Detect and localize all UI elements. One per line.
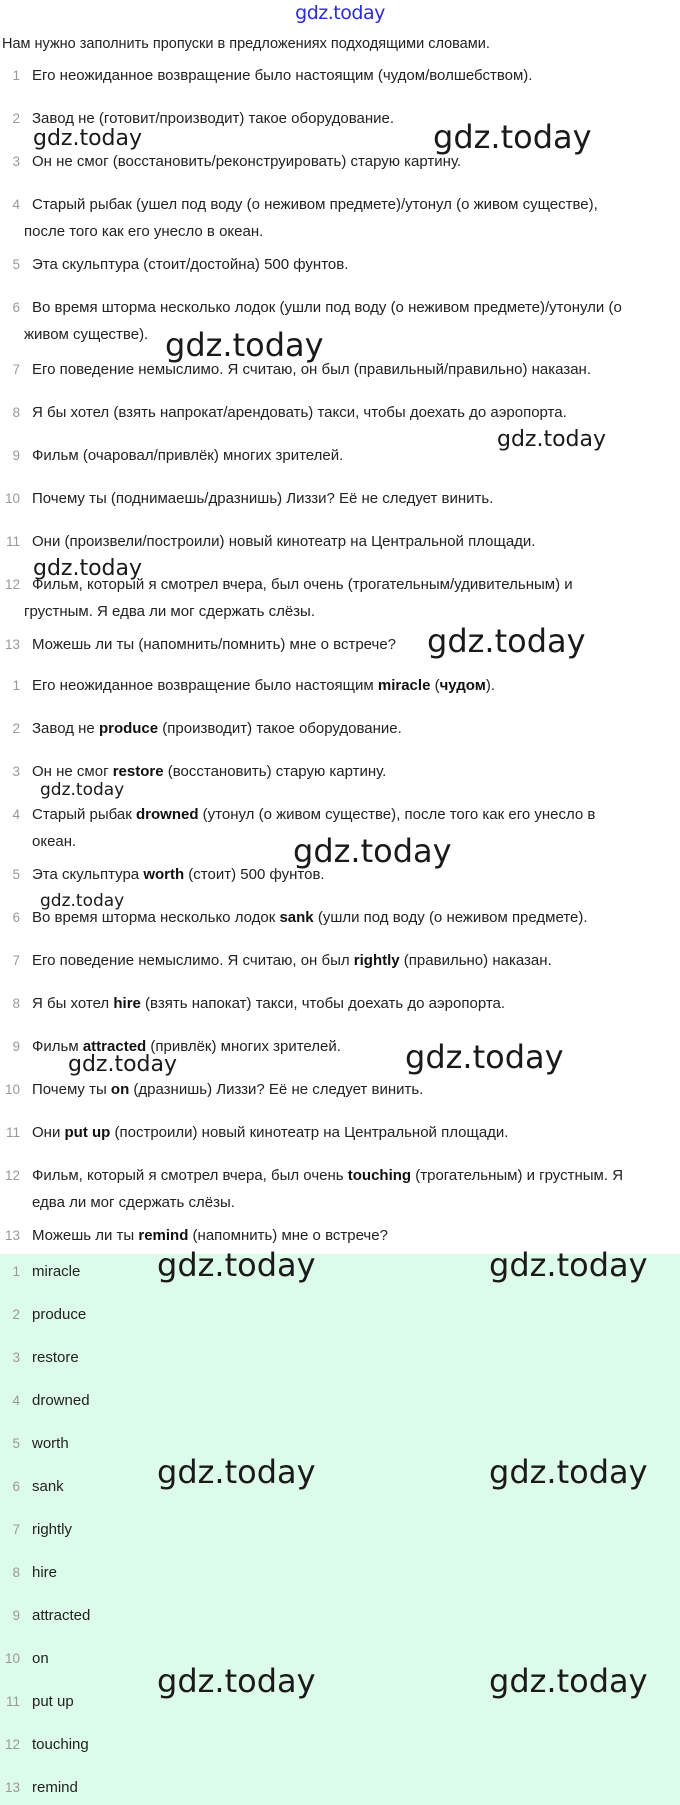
item-number: 4 — [12, 807, 20, 822]
sentence-part: (дразнишь) Лиззи? Её не следует винить. — [129, 1081, 424, 1098]
answer-translation: чудом — [439, 677, 486, 694]
sentence-part: (ушли под воду (о неживом предмете). — [313, 909, 588, 926]
answer-word: miracle — [377, 677, 431, 694]
site-logo[interactable]: gdz.today — [295, 2, 385, 24]
watermark: gdz.today — [497, 427, 607, 452]
item-number: 11 — [5, 534, 20, 549]
sentence-text — [32, 1076, 423, 1103]
answer-word: sank — [32, 1478, 64, 1495]
answer-word: drowned — [136, 806, 199, 823]
answer-word: restore — [112, 763, 164, 780]
sentence-text — [32, 947, 552, 974]
item-number: 13 — [4, 1780, 20, 1795]
item-number: 12 — [4, 577, 20, 592]
answer-word: remind — [32, 1779, 78, 1796]
watermark: gdz.today — [40, 891, 125, 911]
sentence-text: Завод не (готовит/производит) такое оборудование. — [32, 110, 395, 127]
answer-word: attracted — [32, 1607, 91, 1624]
watermark: gdz.today — [433, 118, 592, 156]
item-number: 1 — [12, 1264, 20, 1279]
sentence-part: (взять напокат) такси, чтобы доехать до аэропорта. — [140, 995, 506, 1012]
watermark: gdz.today — [489, 1246, 648, 1284]
answer-word: restore — [32, 1349, 79, 1366]
answer-word: on — [110, 1081, 130, 1098]
item-number: 2 — [12, 1307, 20, 1322]
sentence-text: Он не смог (восстановить/реконструировать) старую картину. — [32, 153, 462, 170]
sentence-text — [32, 672, 495, 699]
item-number: 7 — [12, 1522, 20, 1537]
watermark: gdz.today — [293, 832, 452, 870]
answer-word: miracle — [32, 1263, 81, 1280]
item-number: 10 — [4, 1082, 20, 1097]
answer-word: drowned — [32, 1392, 90, 1409]
sentence-part: (производит) такое оборудование. — [158, 720, 402, 737]
item-number: 7 — [12, 362, 20, 377]
item-number: 9 — [12, 448, 20, 463]
answer-word: touching — [32, 1736, 89, 1753]
sentence-part: ). — [485, 677, 496, 694]
sentence-text — [32, 1222, 388, 1249]
sentence-part: (построили) новый кинотеатр на Центральной площади. — [110, 1124, 509, 1141]
item-number: 7 — [12, 953, 20, 968]
sentence-part: Эта скульптура — [32, 866, 144, 883]
sentence-part: (правильно) наказан. — [399, 952, 552, 969]
answer-word: rightly — [353, 952, 400, 969]
answer-word: put up — [64, 1124, 111, 1141]
watermark: gdz.today — [427, 622, 586, 660]
item-number: 10 — [4, 491, 20, 506]
answer-word: worth — [143, 866, 185, 883]
answer-word: produce — [98, 720, 159, 737]
sentence-part: (стоит) 500 фунтов. — [184, 866, 325, 883]
watermark: gdz.today — [165, 326, 324, 364]
item-number: 6 — [12, 1479, 20, 1494]
sentence-part: Его поведение немыслимо. Я считаю, он был — [32, 952, 354, 969]
sentence-part: Его неожиданное возвращение было настоящим — [32, 677, 378, 694]
item-number: 13 — [4, 1228, 20, 1243]
item-number: 3 — [12, 154, 20, 169]
answer-word: hire — [32, 1564, 58, 1581]
item-number: 4 — [12, 1393, 20, 1408]
watermark: gdz.today — [489, 1662, 648, 1700]
sentence-part: Завод не — [32, 720, 99, 737]
item-number: 8 — [12, 405, 20, 420]
item-number: 5 — [12, 257, 20, 272]
sentence-part: Я бы хотел — [32, 995, 114, 1012]
item-number: 3 — [12, 764, 20, 779]
sentence-continuation: океан. — [32, 833, 77, 850]
sentence-text: Его неожиданное возвращение было настоящим (чудом/волшебством). — [32, 67, 533, 84]
sentence-text — [32, 801, 595, 828]
sentence-text: живом существе). — [24, 326, 149, 343]
sentence-text: Фильм, который я смотрел вчера, был очень (трогательным/удивительным) и — [32, 576, 573, 593]
item-number: 2 — [12, 721, 20, 736]
sentence-part: (напомнить) мне о встрече? — [188, 1227, 388, 1244]
sentence-continuation: едва ли мог сдержать слёзы. — [32, 1194, 235, 1211]
sentence-part: (утонул (о живом существе), после того как его унесло в — [198, 806, 596, 823]
sentence-text — [32, 1162, 623, 1189]
sentence-text: Старый рыбак (ушел под воду (о неживом предмете)/утонул (о живом существе), — [32, 196, 598, 213]
sentence-text: Я бы хотел (взять напрокат/арендовать) такси, чтобы доехать до аэропорта. — [32, 404, 567, 421]
watermark: gdz.today — [33, 556, 143, 581]
item-number: 9 — [12, 1608, 20, 1623]
sentence-text — [32, 990, 505, 1017]
watermark: gdz.today — [405, 1038, 564, 1076]
sentence-part: Он не смог — [32, 763, 113, 780]
answer-word: remind — [138, 1227, 189, 1244]
sentence-part: (восстановить) старую картину. — [163, 763, 387, 780]
sentence-text — [32, 715, 402, 742]
watermark: gdz.today — [157, 1662, 316, 1700]
item-number: 10 — [4, 1651, 20, 1666]
answer-word: sank — [279, 909, 314, 926]
answer-word: hire — [113, 995, 141, 1012]
item-number: 9 — [12, 1039, 20, 1054]
item-number: 1 — [12, 68, 20, 83]
sentence-part: Старый рыбак — [32, 806, 136, 823]
item-number: 12 — [4, 1168, 20, 1183]
sentence-text: Эта скульптура (стоит/достойна) 500 фунтов. — [32, 256, 349, 273]
sentence-part: (трогательным) и грустным. Я — [411, 1167, 624, 1184]
watermark: gdz.today — [33, 126, 143, 151]
sentence-text: после того как его унесло в океан. — [24, 223, 264, 240]
item-number: 8 — [12, 1565, 20, 1580]
answer-word: on — [32, 1650, 49, 1667]
sentence-part: Они — [32, 1124, 65, 1141]
sentence-part: Почему ты — [32, 1081, 111, 1098]
answer-key-panel — [0, 1254, 680, 1805]
watermark: gdz.today — [68, 1052, 178, 1077]
watermark: gdz.today — [157, 1246, 316, 1284]
item-number: 5 — [12, 867, 20, 882]
sentence-text: Фильм (очаровал/привлёк) многих зрителей. — [32, 447, 344, 464]
answer-word: produce — [32, 1306, 87, 1323]
watermark: gdz.today — [40, 780, 125, 800]
item-number: 2 — [12, 111, 20, 126]
answer-word: attracted — [82, 1038, 147, 1055]
watermark: gdz.today — [489, 1453, 648, 1491]
sentence-text: грустным. Я едва ли мог сдержать слёзы. — [24, 603, 315, 620]
sentence-part: Во время шторма несколько лодок — [32, 909, 280, 926]
item-number: 5 — [12, 1436, 20, 1451]
sentence-part: Фильм — [32, 1038, 83, 1055]
item-number: 6 — [12, 300, 20, 315]
answer-word: put up — [32, 1693, 74, 1710]
sentence-text: Его поведение немыслимо. Я считаю, он был (правильный/правильно) наказан. — [32, 361, 591, 378]
item-number: 12 — [4, 1737, 20, 1752]
sentence-text: Во время шторма несколько лодок (ушли под воду (о неживом предмете)/утонули (о — [32, 299, 622, 316]
item-number: 11 — [5, 1694, 20, 1709]
item-number: 8 — [12, 996, 20, 1011]
sentence-text: Можешь ли ты (напомнить/помнить) мне о встрече? — [32, 636, 397, 653]
sentence-part: Фильм, который я смотрел вчера, был очень — [32, 1167, 348, 1184]
sentence-text — [32, 861, 325, 888]
sentence-part: Можешь ли ты — [32, 1227, 139, 1244]
item-number: 1 — [12, 678, 20, 693]
item-number: 6 — [12, 910, 20, 925]
watermark: gdz.today — [157, 1453, 316, 1491]
intro-text: Нам нужно заполнить пропуски в предложениях подходящими словами. — [2, 36, 490, 52]
item-number: 4 — [12, 197, 20, 212]
sentence-text — [32, 1119, 508, 1146]
sentence-text: Почему ты (поднимаешь/дразнишь) Лиззи? Её не следует винить. — [32, 490, 494, 507]
item-number: 13 — [4, 637, 20, 652]
answer-word: worth — [32, 1435, 69, 1452]
sentence-part: ( — [430, 677, 440, 694]
item-number: 3 — [12, 1350, 20, 1365]
answer-word: touching — [347, 1167, 412, 1184]
sentence-text: Они (произвели/построили) новый кинотеатр на Центральной площади. — [32, 533, 536, 550]
item-number: 11 — [5, 1125, 20, 1140]
answer-word: rightly — [32, 1521, 73, 1538]
sentence-part: (привлёк) многих зрителей. — [146, 1038, 341, 1055]
